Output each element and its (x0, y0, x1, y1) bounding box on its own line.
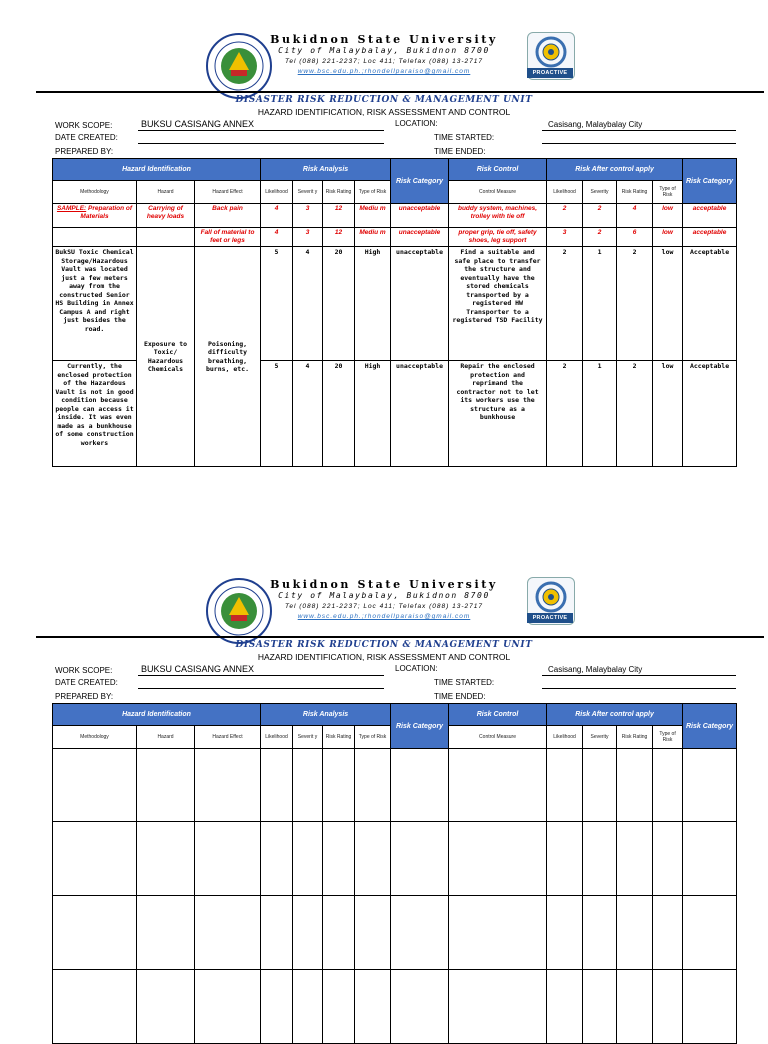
col-likelihood-after: Likelihood (547, 726, 583, 749)
sample-effect-cell: Back pain (195, 204, 261, 228)
work-scope-label: WORK SCOPE: (55, 666, 113, 675)
risk-after-control-header: Risk After control apply (547, 159, 683, 181)
risk-analysis-header: Risk Analysis (261, 704, 391, 726)
col-type-of-risk-after: Type of Risk (653, 726, 683, 749)
sample-severity-cell: 3 (293, 204, 323, 228)
sample2-effect-cell: Fall of material to feet or legs (195, 228, 261, 247)
row2-category-after-cell: Acceptable (683, 361, 737, 467)
risk-category-after-header: Risk Category (683, 704, 737, 749)
time-started-label: TIME STARTED: (434, 133, 495, 142)
table-row (53, 204, 737, 228)
col-likelihood-after: Likelihood (547, 181, 583, 204)
row1-severity-after-cell: 1 (583, 247, 617, 361)
time-ended-label: TIME ENDED: (434, 692, 486, 701)
proactive-badge: PROACTIVE (527, 613, 573, 623)
sample2-control-cell: proper grip, tie off, safety shoes, leg support (449, 228, 547, 247)
date-created-label: DATE CREATED: (55, 133, 118, 142)
university-website-link[interactable]: www.bsc.edu.ph.;rhondellparaiso@gmail.com (297, 68, 471, 75)
col-likelihood: Likelihood (261, 181, 293, 204)
sample-tag: SAMPLE: (56, 205, 87, 212)
risk-after-control-header: Risk After control apply (547, 704, 683, 726)
risk-control-header: Risk Control (449, 159, 547, 181)
university-website-link[interactable]: www.bsc.edu.ph.;rhondellparaiso@gmail.com (297, 613, 471, 620)
date-created-underline[interactable] (138, 143, 384, 144)
university-city: City of Malaybalay, Bukidnon 8700 (278, 46, 490, 55)
hazard-identification-header: Hazard Identification (53, 159, 261, 181)
sample-type-after-cell: low (653, 204, 683, 228)
row2-likelihood-after-cell: 2 (547, 361, 583, 467)
row1-likelihood-after-cell: 2 (547, 247, 583, 361)
row1-type-after-cell: low (653, 247, 683, 361)
form-subtitle: HAZARD IDENTIFICATION, RISK ASSESSMENT AND CONTROL (257, 652, 511, 662)
date-created-underline[interactable] (138, 688, 384, 689)
table-row[interactable] (53, 749, 737, 822)
row1-severity-cell: 4 (293, 247, 323, 361)
col-hazard: Hazard (137, 181, 195, 204)
col-type-of-risk-after: Type of Risk (653, 181, 683, 204)
header-rule (36, 636, 764, 638)
row2-category-cell: unacceptable (391, 361, 449, 467)
university-name: Bukidnon State University (270, 578, 498, 591)
university-telephone: Tel (088) 221-2237; Loc 411; Telefax (088) 13-2717 (285, 603, 483, 610)
sample2-severity-cell: 3 (293, 228, 323, 247)
table-row (53, 247, 737, 361)
col-likelihood: Likelihood (261, 726, 293, 749)
col-control-measure: Control Measure (449, 181, 547, 204)
risk-category-header: Risk Category (391, 159, 449, 204)
sample2-rating-after-cell: 6 (617, 228, 653, 247)
row1-methodology-cell: BukSU Toxic Chemical Storage/Hazardous Vault was located just a few meters away from the constructed Senior HS Building in Annex Campus A and right just besides the road. (53, 247, 137, 361)
location-value[interactable]: Casisang, Malaybalay City (548, 120, 643, 129)
row2-type-cell: High (355, 361, 391, 467)
sample2-severity-after-cell: 2 (583, 228, 617, 247)
sample2-rating-cell: 12 (323, 228, 355, 247)
sample2-category-after-cell: acceptable (683, 228, 737, 247)
time-started-underline[interactable] (542, 688, 736, 689)
time-started-label: TIME STARTED: (434, 678, 495, 687)
col-methodology: Methodology (53, 726, 137, 749)
location-value[interactable]: Casisang, Malaybalay City (548, 665, 643, 674)
work-scope-underline (138, 130, 384, 131)
table-row[interactable] (53, 822, 737, 896)
sample-type-cell: Mediu m (355, 204, 391, 228)
hazard-identification-header: Hazard Identification (53, 704, 261, 726)
row2-likelihood-cell: 5 (261, 361, 293, 467)
row2-severity-after-cell: 1 (583, 361, 617, 467)
unit-title: DISASTER RISK REDUCTION & MANAGEMENT UNIT (235, 640, 533, 650)
prepared-by-label: PREPARED BY: (55, 692, 114, 701)
risk-control-header: Risk Control (449, 704, 547, 726)
university-city: City of Malaybalay, Bukidnon 8700 (278, 591, 490, 600)
row2-control-cell: Repair the enclosed protection and reprimand the contractor not to let its workers use the structure as a bunkhouse (449, 361, 547, 467)
col-type-of-risk: Type of Risk (355, 181, 391, 204)
table-row[interactable] (53, 896, 737, 970)
col-control-measure: Control Measure (449, 726, 547, 749)
col-severity: Severit y (293, 726, 323, 749)
sample-severity-after-cell: 2 (583, 204, 617, 228)
col-severity-after: Severity (583, 181, 617, 204)
university-name: Bukidnon State University (270, 33, 498, 46)
location-label: LOCATION: (395, 119, 438, 128)
row1-type-cell: High (355, 247, 391, 361)
row1-category-after-cell: Acceptable (683, 247, 737, 361)
location-label: LOCATION: (395, 664, 438, 673)
table-row (53, 228, 737, 247)
university-telephone: Tel (088) 221-2237; Loc 411; Telefax (088) 13-2717 (285, 58, 483, 65)
sample-rating-after-cell: 4 (617, 204, 653, 228)
work-scope-underline (138, 675, 384, 676)
row1-category-cell: unacceptable (391, 247, 449, 361)
sample2-likelihood-after-cell: 3 (547, 228, 583, 247)
col-hazard-effect: Hazard Effect (195, 181, 261, 204)
risk-category-after-header: Risk Category (683, 159, 737, 204)
col-severity-after: Severity (583, 726, 617, 749)
date-created-label: DATE CREATED: (55, 678, 118, 687)
col-methodology: Methodology (53, 181, 137, 204)
time-ended-label: TIME ENDED: (434, 147, 486, 156)
row1-likelihood-cell: 5 (261, 247, 293, 361)
header-rule (36, 91, 764, 93)
col-severity: Severit y (293, 181, 323, 204)
work-scope-value[interactable]: BUKSU CASISANG ANNEX (141, 664, 255, 674)
sample2-methodology-cell (53, 228, 137, 247)
time-started-underline[interactable] (542, 143, 736, 144)
sample-hazard-cell: Carrying of heavy loads (137, 204, 195, 228)
sample-control-cell: buddy system, machines, trolley with tie off (449, 204, 547, 228)
sample2-category-cell: unacceptable (391, 228, 449, 247)
table-row[interactable] (53, 970, 737, 1044)
form-subtitle: HAZARD IDENTIFICATION, RISK ASSESSMENT AND CONTROL (257, 107, 511, 117)
row1-control-cell: Find a suitable and safe place to transfer the structure and eventually have the stored chemicals transported by a registered HW Transporter to a registered TSD Facility (449, 247, 547, 361)
prepared-by-label: PREPARED BY: (55, 147, 114, 156)
row2-type-after-cell: low (653, 361, 683, 467)
col-risk-rating-after: Risk Rating (617, 181, 653, 204)
row2-rating-cell: 20 (323, 361, 355, 467)
hazard-cell: Exposure to Toxic/ Hazardous Chemicals (137, 247, 195, 467)
col-type-of-risk: Type of Risk (355, 726, 391, 749)
location-underline (542, 130, 736, 131)
risk-category-header: Risk Category (391, 704, 449, 749)
col-risk-rating: Risk Rating (323, 726, 355, 749)
work-scope-label: WORK SCOPE: (55, 121, 113, 130)
sample-methodology-cell: SAMPLE: Preparation of Materials (53, 204, 137, 228)
sample2-likelihood-cell: 4 (261, 228, 293, 247)
sample-likelihood-cell: 4 (261, 204, 293, 228)
row1-rating-cell: 20 (323, 247, 355, 361)
risk-assessment-table (52, 158, 737, 467)
blank-risk-assessment-table (52, 703, 737, 1044)
location-underline (542, 675, 736, 676)
row1-rating-after-cell: 2 (617, 247, 653, 361)
sample-category-after-cell: acceptable (683, 204, 737, 228)
proactive-badge: PROACTIVE (527, 68, 573, 78)
sample-likelihood-after-cell: 2 (547, 204, 583, 228)
sample-rating-cell: 12 (323, 204, 355, 228)
row2-rating-after-cell: 2 (617, 361, 653, 467)
col-risk-rating-after: Risk Rating (617, 726, 653, 749)
sample2-type-after-cell: low (653, 228, 683, 247)
col-hazard: Hazard (137, 726, 195, 749)
col-risk-rating: Risk Rating (323, 181, 355, 204)
row2-severity-cell: 4 (293, 361, 323, 467)
col-hazard-effect: Hazard Effect (195, 726, 261, 749)
work-scope-value[interactable]: BUKSU CASISANG ANNEX (141, 119, 255, 129)
risk-analysis-header: Risk Analysis (261, 159, 391, 181)
row2-methodology-cell: Currently, the enclosed protection of the Hazardous Vault is not in good condition because people can access it inside. It was even made as a bunkhouse of some construction workers (53, 361, 137, 467)
sample-category-cell: unacceptable (391, 204, 449, 228)
hazard-effect-cell: Poisoning, difficulty breathing, burns, etc. (195, 247, 261, 467)
sample2-type-cell: Mediu m (355, 228, 391, 247)
sample2-hazard-cell (137, 228, 195, 247)
unit-title: DISASTER RISK REDUCTION & MANAGEMENT UNIT (235, 95, 533, 105)
